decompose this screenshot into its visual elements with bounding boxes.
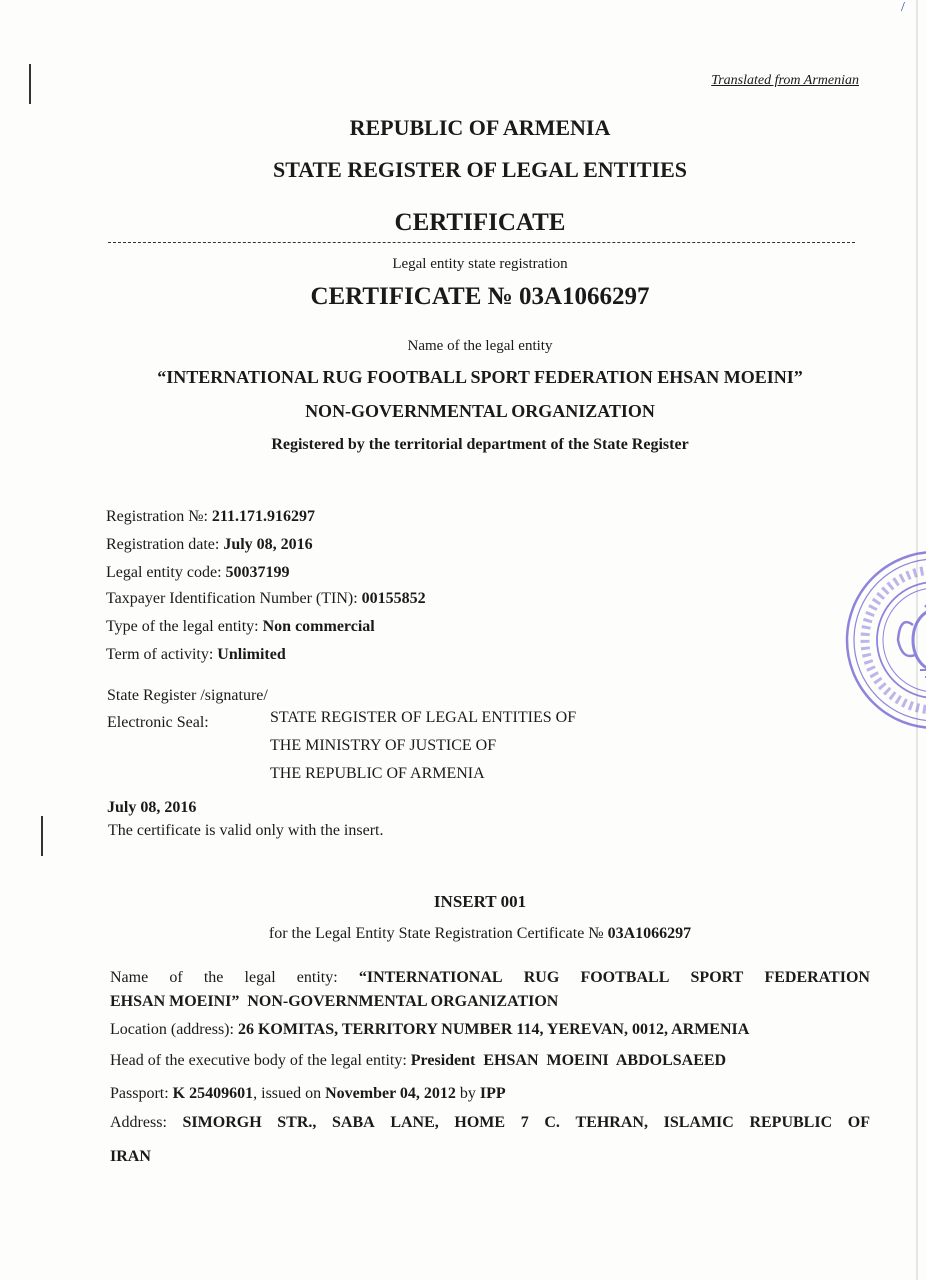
dashed-divider bbox=[108, 242, 855, 243]
insert-title: INSERT 001 bbox=[433, 892, 527, 911]
insert-entity-name-line1 bbox=[110, 969, 870, 987]
margin-mark bbox=[29, 64, 31, 104]
passport-issued-text: , issued on bbox=[253, 1085, 326, 1102]
insert-entity-name-line2: EHSAN MOEINI” NON-GOVERNMENTAL ORGANIZATION bbox=[110, 993, 559, 1010]
passport-date: November 04, 2012 bbox=[325, 1085, 456, 1102]
word: SPORT bbox=[690, 969, 744, 986]
field-entity-type bbox=[106, 618, 375, 636]
word: REPUBLIC bbox=[749, 1114, 833, 1131]
field-label: Head of the executive body of the legal entity: bbox=[110, 1052, 411, 1069]
field-value: 211.171.916297 bbox=[211, 508, 316, 525]
insert-address-line2: IRAN bbox=[110, 1148, 151, 1165]
word: STR., bbox=[277, 1114, 317, 1131]
field-term bbox=[106, 646, 286, 664]
word: SIMORGH bbox=[182, 1114, 262, 1131]
word: ISLAMIC bbox=[663, 1114, 734, 1131]
electronic-seal-line: THE REPUBLIC OF ARMENIA bbox=[270, 765, 485, 782]
word: legal bbox=[244, 969, 276, 986]
field-label: Location (address): bbox=[110, 1021, 238, 1038]
electronic-seal-label: Electronic Seal: bbox=[107, 714, 209, 731]
field-value: President EHSAN MOEINI ABDOLSAEED bbox=[410, 1052, 727, 1069]
field-label: Legal entity code: bbox=[106, 564, 226, 581]
electronic-seal-line: THE MINISTRY OF JUSTICE OF bbox=[270, 737, 497, 754]
signature-line: State Register /signature/ bbox=[107, 687, 268, 704]
passport-number: K 25409601 bbox=[172, 1085, 254, 1102]
field-label: Address: bbox=[110, 1114, 167, 1131]
field-label: Registration date: bbox=[106, 536, 224, 553]
field-registration-date bbox=[106, 536, 313, 554]
field-value: 26 KOMITAS, TERRITORY NUMBER 114, YEREVAN, 0012, ARMENIA bbox=[237, 1021, 750, 1038]
title-republic: REPUBLIC OF ARMENIA bbox=[349, 115, 611, 140]
notary-stamp-icon bbox=[840, 545, 926, 735]
word: OF bbox=[847, 1114, 870, 1131]
certificate-number: CERTIFICATE № 03A1066297 bbox=[310, 283, 650, 310]
word: LANE, bbox=[390, 1114, 439, 1131]
entity-name-line1: “INTERNATIONAL RUG FOOTBALL SPORT FEDERATION EHSAN MOEINI” bbox=[157, 367, 803, 387]
field-label: Type of the legal entity: bbox=[106, 618, 263, 635]
word: the bbox=[203, 969, 224, 986]
margin-mark bbox=[41, 816, 43, 856]
field-value: Non commercial bbox=[262, 618, 375, 635]
word: SABA bbox=[332, 1114, 375, 1131]
field-label: Taxpayer Identification Number (TIN): bbox=[106, 590, 362, 607]
field-registration-number bbox=[106, 508, 315, 526]
pen-mark-icon: / bbox=[901, 0, 905, 15]
insert-subtitle-text: for the Legal Entity State Registration Certificate № bbox=[268, 925, 608, 942]
insert-subtitle bbox=[0, 925, 926, 943]
passport-by-text: by bbox=[455, 1085, 480, 1102]
insert-passport bbox=[110, 1085, 506, 1103]
field-label: Term of activity: bbox=[106, 646, 218, 663]
doc-type-heading: CERTIFICATE bbox=[394, 209, 566, 236]
word: “INTERNATIONAL bbox=[358, 969, 503, 986]
entity-name-label: Name of the legal entity bbox=[407, 338, 553, 354]
insert-location bbox=[110, 1021, 749, 1039]
word: C. bbox=[544, 1114, 560, 1131]
insert-address-line1 bbox=[110, 1114, 870, 1132]
registered-by-line: Registered by the territorial department of the State Register bbox=[271, 436, 689, 453]
word: FOOTBALL bbox=[580, 969, 670, 986]
word: HOME bbox=[454, 1114, 506, 1131]
electronic-seal-line: STATE REGISTER OF LEGAL ENTITIES OF bbox=[270, 709, 577, 726]
field-entity-code bbox=[106, 564, 290, 582]
field-value: Unlimited bbox=[217, 646, 286, 663]
field-value: 00155852 bbox=[361, 590, 426, 607]
word: entity: bbox=[296, 969, 338, 986]
word: TEHRAN, bbox=[575, 1114, 648, 1131]
field-label: Registration №: bbox=[106, 508, 212, 525]
title-register: STATE REGISTER OF LEGAL ENTITIES bbox=[272, 157, 688, 182]
word: 7 bbox=[520, 1114, 529, 1131]
validity-note: The certificate is valid only with the insert. bbox=[108, 822, 384, 839]
word: FEDERATION bbox=[764, 969, 870, 986]
field-label: Passport: bbox=[110, 1085, 173, 1102]
insert-subtitle-number: 03A1066297 bbox=[607, 925, 692, 942]
translated-note: Translated from Armenian bbox=[711, 73, 859, 88]
field-value: July 08, 2016 bbox=[223, 536, 313, 553]
field-tin bbox=[106, 590, 426, 608]
passport-authority: IPP bbox=[479, 1085, 506, 1102]
word: RUG bbox=[523, 969, 560, 986]
word: of bbox=[169, 969, 183, 986]
field-value: 50037199 bbox=[225, 564, 290, 581]
registration-subtitle: Legal entity state registration bbox=[392, 256, 568, 272]
word: Name bbox=[110, 969, 149, 986]
signature-date: July 08, 2016 bbox=[107, 799, 197, 816]
insert-head bbox=[110, 1052, 726, 1070]
entity-name-line2: NON-GOVERNMENTAL ORGANIZATION bbox=[305, 401, 655, 421]
